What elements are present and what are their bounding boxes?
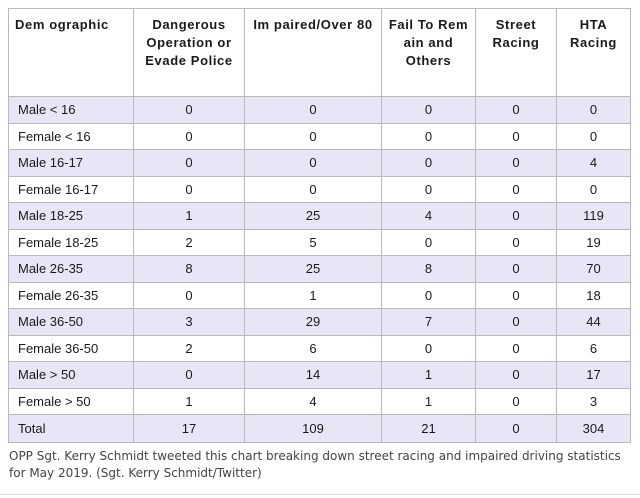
row-label: Male 16-17 (9, 150, 134, 177)
demographic-stats-table (8, 8, 631, 443)
table-row (9, 150, 631, 177)
cell-value: 19 (557, 229, 631, 256)
cell-value: 0 (382, 176, 476, 203)
cell-value: 109 (245, 415, 382, 443)
table-body (9, 97, 631, 443)
cell-value: 2 (134, 335, 245, 362)
cell-value: 0 (382, 123, 476, 150)
cell-value: 0 (382, 229, 476, 256)
header-hta-racing: HTA Racing (557, 9, 631, 97)
cell-value: 0 (557, 123, 631, 150)
cell-value: 6 (245, 335, 382, 362)
cell-value: 0 (134, 123, 245, 150)
cell-value: 5 (245, 229, 382, 256)
cell-value: 0 (134, 97, 245, 124)
cell-value: 8 (382, 256, 476, 283)
row-label: Female 36-50 (9, 335, 134, 362)
cell-value: 0 (476, 362, 557, 389)
header-street-racing: Street Racing (476, 9, 557, 97)
cell-value: 0 (382, 150, 476, 177)
table-row (9, 309, 631, 336)
cell-value: 0 (476, 150, 557, 177)
cell-value: 0 (476, 203, 557, 230)
table-row (9, 256, 631, 283)
table-row (9, 203, 631, 230)
cell-value: 0 (476, 415, 557, 443)
table-header-row (9, 9, 631, 97)
row-label: Male > 50 (9, 362, 134, 389)
table-row (9, 97, 631, 124)
cell-value: 0 (476, 123, 557, 150)
cell-value: 21 (382, 415, 476, 443)
cell-value: 17 (557, 362, 631, 389)
cell-value: 4 (245, 388, 382, 415)
row-label: Male < 16 (9, 97, 134, 124)
cell-value: 0 (476, 309, 557, 336)
row-label: Female 16-17 (9, 176, 134, 203)
cell-value: 0 (245, 150, 382, 177)
cell-value: 25 (245, 256, 382, 283)
cell-value: 44 (557, 309, 631, 336)
table-row (9, 335, 631, 362)
cell-value: 0 (382, 282, 476, 309)
table-row (9, 123, 631, 150)
row-label: Male 36-50 (9, 309, 134, 336)
row-label: Female 18-25 (9, 229, 134, 256)
cell-value: 17 (134, 415, 245, 443)
cell-value: 0 (134, 282, 245, 309)
table-row (9, 388, 631, 415)
table-row (9, 362, 631, 389)
cell-value: 0 (134, 176, 245, 203)
cell-value: 0 (476, 97, 557, 124)
table-row (9, 229, 631, 256)
row-label: Female < 16 (9, 123, 134, 150)
cell-value: 0 (134, 150, 245, 177)
cell-value: 0 (134, 362, 245, 389)
cell-value: 14 (245, 362, 382, 389)
cell-value: 2 (134, 229, 245, 256)
cell-value: 4 (557, 150, 631, 177)
cell-value: 0 (245, 123, 382, 150)
cell-value: 0 (476, 388, 557, 415)
row-label: Total (9, 415, 134, 443)
cell-value: 7 (382, 309, 476, 336)
cell-value: 1 (382, 362, 476, 389)
header-demographic: Dem ographic (9, 9, 134, 97)
header-dangerous-operation: Dangerous Operation or Evade Police (134, 9, 245, 97)
divider (0, 494, 640, 495)
table-row (9, 176, 631, 203)
cell-value: 0 (382, 97, 476, 124)
row-label: Female 26-35 (9, 282, 134, 309)
cell-value: 0 (557, 176, 631, 203)
cell-value: 304 (557, 415, 631, 443)
row-label: Male 18-25 (9, 203, 134, 230)
total-row (9, 415, 631, 443)
header-fail-to-remain: Fail To Rem ain and Others (382, 9, 476, 97)
cell-value: 1 (134, 388, 245, 415)
cell-value: 0 (476, 176, 557, 203)
image-caption: OPP Sgt. Kerry Schmidt tweeted this chart breaking down street racing and impaired driving statistics for May 2019. (Sgt. Kerry Schmidt/Twitter) (9, 449, 621, 480)
header-impaired: Im paired/Over 80 (245, 9, 382, 97)
cell-value: 18 (557, 282, 631, 309)
cell-value: 0 (245, 97, 382, 124)
cell-value: 3 (134, 309, 245, 336)
cell-value: 70 (557, 256, 631, 283)
row-label: Male 26-35 (9, 256, 134, 283)
table-row (9, 282, 631, 309)
cell-value: 0 (476, 282, 557, 309)
cell-value: 25 (245, 203, 382, 230)
cell-value: 0 (245, 176, 382, 203)
cell-value: 4 (382, 203, 476, 230)
cell-value: 1 (382, 388, 476, 415)
cell-value: 29 (245, 309, 382, 336)
row-label: Female > 50 (9, 388, 134, 415)
cell-value: 0 (476, 229, 557, 256)
cell-value: 6 (557, 335, 631, 362)
cell-value: 0 (476, 335, 557, 362)
cell-value: 0 (557, 97, 631, 124)
cell-value: 119 (557, 203, 631, 230)
cell-value: 3 (557, 388, 631, 415)
cell-value: 0 (476, 256, 557, 283)
cell-value: 1 (134, 203, 245, 230)
cell-value: 0 (382, 335, 476, 362)
cell-value: 8 (134, 256, 245, 283)
cell-value: 1 (245, 282, 382, 309)
